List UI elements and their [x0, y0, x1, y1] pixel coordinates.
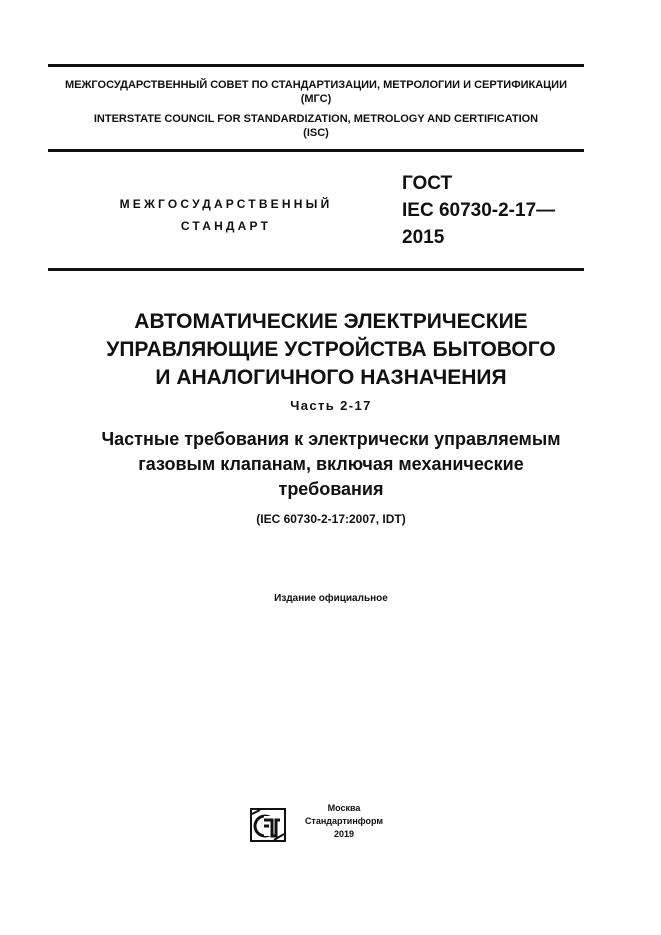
- standartinform-logo-icon: [250, 808, 286, 842]
- title-line2: УПРАВЛЯЮЩИЕ УСТРОЙСТВА БЫТОВОГО: [106, 338, 556, 361]
- gost-year: 2015: [402, 227, 445, 248]
- document-title: [48, 308, 614, 392]
- iec-reference: (IEC 60730-2-17:2007, IDT): [256, 512, 406, 526]
- part-label: Часть 2-17: [290, 398, 372, 413]
- council-en-name: INTERSTATE COUNCIL FOR STANDARDIZATION, METROLOGY AND CERTIFICATION: [93, 113, 539, 125]
- subtitle-line2: газовым клапанам, включая механические: [138, 454, 524, 474]
- gost-label: ГОСТ: [402, 173, 453, 194]
- council-ru: [48, 78, 584, 106]
- subtitle-line1: Частные требования к электрически управляемым: [101, 429, 561, 449]
- publisher-block: [250, 802, 390, 852]
- gost-designation: [402, 170, 555, 251]
- standard-kind-line2: СТАНДАРТ: [180, 219, 272, 233]
- council-en-abbr: (ISC): [303, 127, 329, 139]
- council-ru-name: МЕЖГОСУДАРСТВЕННЫЙ СОВЕТ ПО СТАНДАРТИЗАЦИИ, МЕТРОЛОГИИ И СЕРТИФИКАЦИИ: [64, 79, 567, 91]
- publisher-text: [294, 802, 394, 841]
- subtitle-line3: требования: [278, 479, 384, 499]
- standard-kind: [96, 193, 356, 237]
- publisher-year: 2019: [333, 829, 355, 839]
- gost-number: IEC 60730-2-17—: [402, 200, 556, 221]
- standard-kind-line1: МЕЖГОСУДАРСТВЕННЫЙ: [119, 197, 333, 211]
- document-subtitle: [48, 427, 614, 502]
- top-rule: [48, 64, 584, 67]
- lower-rule: [48, 268, 584, 271]
- council-en: [48, 112, 584, 140]
- title-line1: АВТОМАТИЧЕСКИЕ ЭЛЕКТРИЧЕСКИЕ: [134, 310, 528, 333]
- edition-label: Издание официальное: [274, 593, 388, 604]
- title-line3: И АНАЛОГИЧНОГО НАЗНАЧЕНИЯ: [155, 366, 507, 389]
- middle-rule: [48, 149, 584, 152]
- publisher-name: Стандартинформ: [304, 816, 384, 826]
- council-ru-abbr: (МГС): [300, 93, 332, 105]
- publisher-city: Москва: [327, 803, 361, 813]
